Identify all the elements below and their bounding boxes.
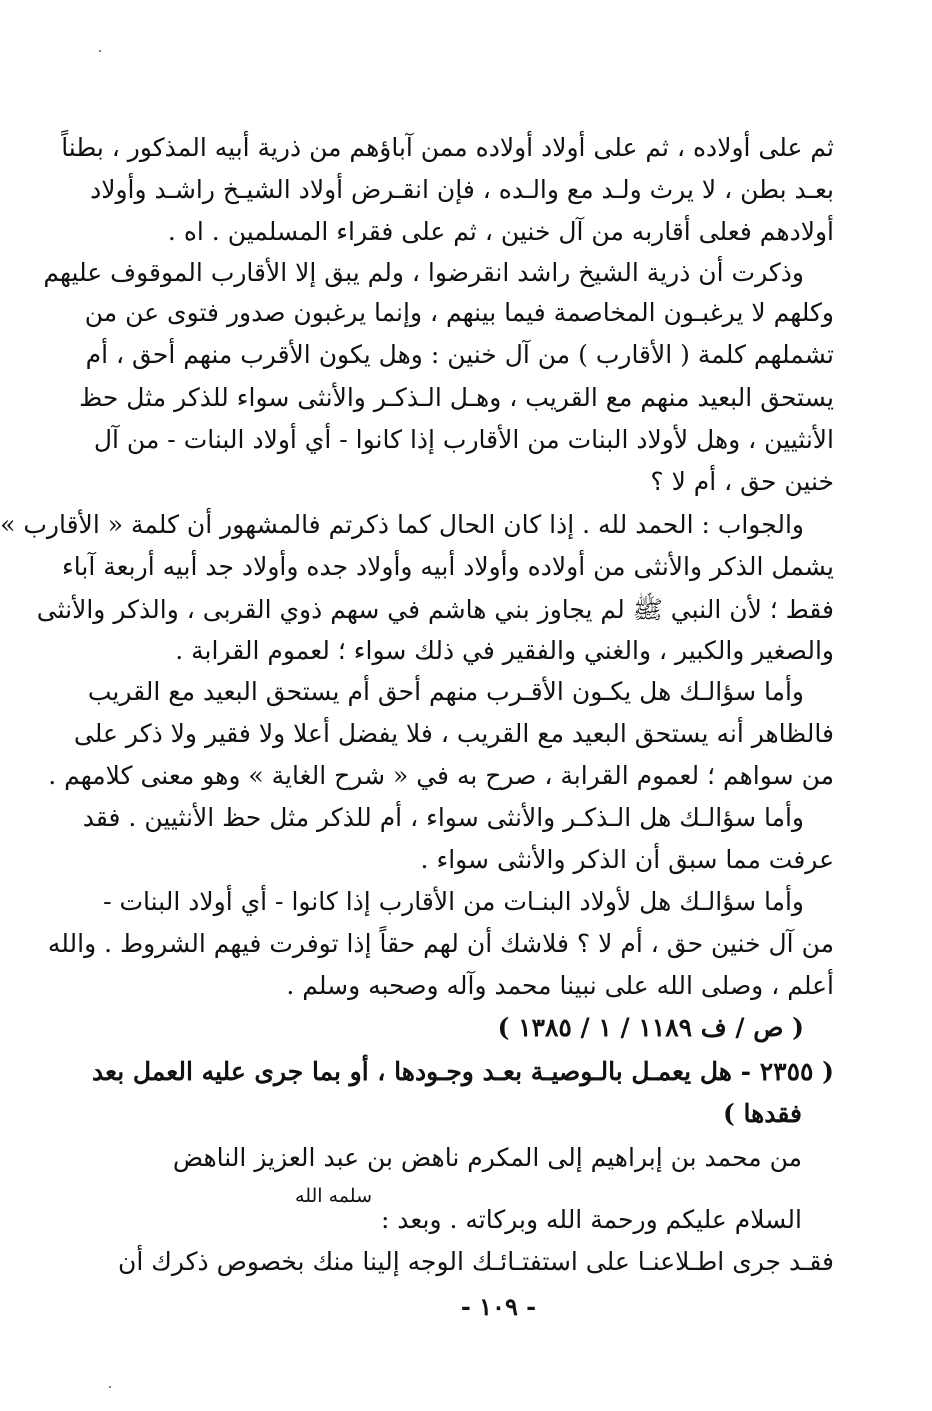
text-line: أعلم ، وصلى الله على نبينا محمد وآله وصحبه وسلم . xyxy=(286,971,834,1000)
scan-speck xyxy=(109,1386,111,1388)
section-heading: ( ٢٣٥٥ - هل يعمـل بالـوصيـة بعـد وجـودها ، أو بما جرى عليه العمل بعد xyxy=(92,1057,834,1086)
text-line: وأما سؤالـك هل لأولاد البنـات من الأقارب إذا كانوا - أي أولاد البنات - xyxy=(103,887,804,916)
text-line: يشمل الذكر والأنثى من أولاده وأولاد أبيه وأولاد جده وأولاد جد أبيه أربعة آباء xyxy=(62,552,834,581)
reference-citation: ( ص / ف ١١٨٩ / ١ / ١٣٨٥ ) xyxy=(497,1013,804,1042)
section-heading-continuation: فقدها ) xyxy=(722,1099,802,1128)
text-line: وكلهم لا يرغبـون المخاصمة فيما بينهم ، وإنما يرغبون صدور فتوى عن من xyxy=(84,298,834,327)
page-number: - ١٠٩ - xyxy=(460,1292,537,1321)
text-line: خنين حق ، أم لا ؟ xyxy=(650,467,834,496)
text-line: بعـد بطن ، لا يرث ولـد مع والـده ، فإن انقـرض أولاد الشيـخ راشـد وأولاد xyxy=(90,175,834,204)
text-line: وذكرت أن ذرية الشيخ راشد انقرضوا ، ولم يبق إلا الأقارب الموقوف عليهم xyxy=(43,258,804,287)
text-line: أولادهم فعلى أقاربه من آل خنين ، ثم على فقراء المسلمين . اه . xyxy=(167,217,834,246)
text-line: فقط ؛ لأن النبي ﷺ لم يجاوز بني هاشم في سهم ذوي القربى ، والذكر والأنثى xyxy=(36,595,834,624)
scan-speck xyxy=(99,50,101,52)
letter-from-line: من محمد بن إبراهيم إلى المكرم ناهض بن عبد العزيز الناهض xyxy=(172,1143,802,1172)
text-line: يستحق البعيد منهم مع القريب ، وهـل الـذكـر والأنثى سواء للذكر مثل حظ xyxy=(79,383,834,412)
letter-greeting: السلام عليكم ورحمة الله وبركاته . وبعد : xyxy=(380,1205,802,1234)
text-line: من آل خنين حق ، أم لا ؟ فلاشك أن لهم حقاً إذا توفرت فيهم الشروط . والله xyxy=(47,929,834,958)
letter-body-line: فقـد جرى اطـلاعنـا على استفتـائـك الوجه إلينا منك بخصوص ذكرك أن xyxy=(117,1247,834,1276)
text-line: عرفت مما سبق أن الذكر والأنثى سواء . xyxy=(420,845,834,874)
text-line: ثم على أولاده ، ثم على أولاد أولاده ممن آباؤهم من ذرية أبيه المذكور ، بطناً xyxy=(61,133,834,162)
text-line: فالظاهر أنه يستحق البعيد مع القريب ، فلا يفضل أعلا ولا فقير ولا ذكر على xyxy=(73,719,834,748)
text-line: والجواب : الحمد لله . إذا كان الحال كما ذكرتم فالمشهور أن كلمة « الأقارب » xyxy=(0,510,804,539)
text-line: من سواهم ؛ لعموم القرابة ، صرح به في « شرح الغاية » وهو معنى كلامهم . xyxy=(48,761,834,790)
text-line: تشملهم كلمة ( الأقارب ) من آل خنين : وهل يكون الأقرب منهم أحق ، أم xyxy=(85,340,834,369)
text-line: والصغير والكبير ، والغني والفقير في ذلك سواء ؛ لعموم القرابة . xyxy=(175,636,834,665)
text-line: الأنثيين ، وهل لأولاد البنات من الأقارب إذا كانوا - أي أولاد البنات - من آل xyxy=(93,425,834,454)
text-line: وأما سؤالـك هل الـذكـر والأنثى سواء ، أم للذكر مثل حظ الأنثيين . فقد xyxy=(82,803,804,832)
blessing-note: سلمه الله xyxy=(295,1185,372,1207)
text-line: وأما سؤالـك هل يكـون الأقـرب منهم أحق أم يستحق البعيد مع القريب xyxy=(87,677,804,706)
